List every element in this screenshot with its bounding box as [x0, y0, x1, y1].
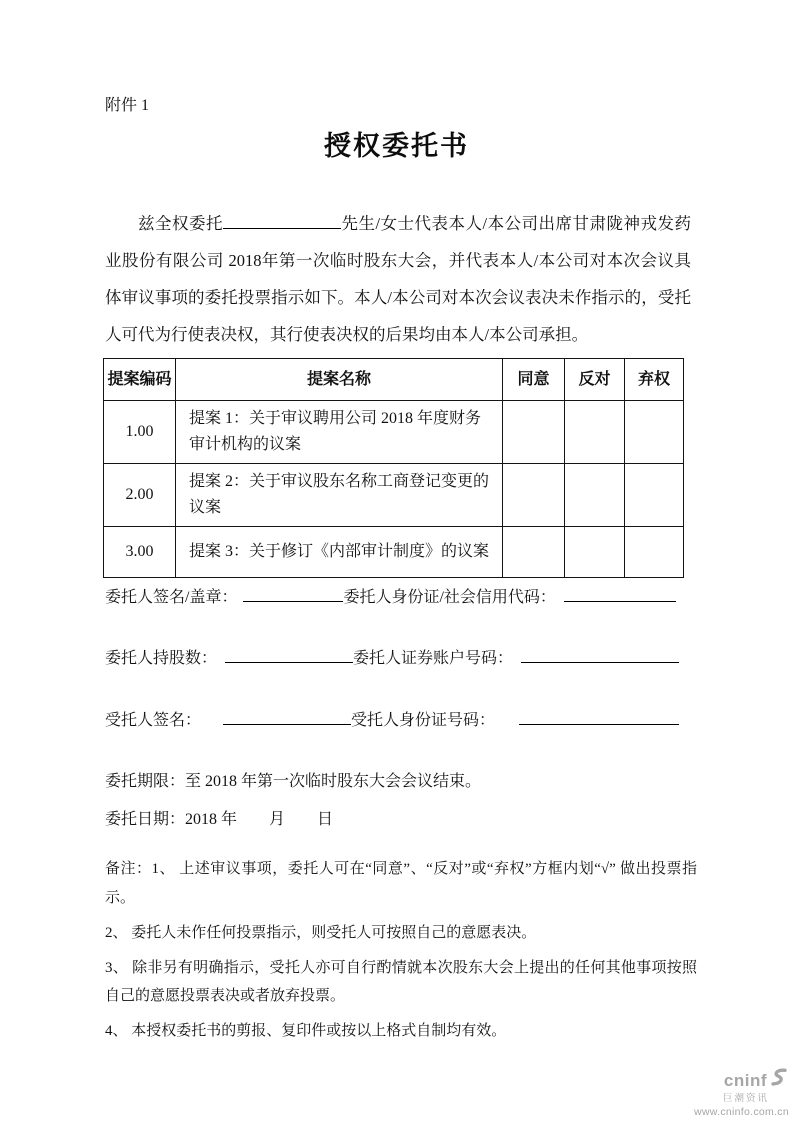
cninfo-subtitle: 巨潮资讯 [722, 1093, 769, 1105]
intro-text-after-blank: 先生/女士代表本人/本公司出席甘肃陇神戎发药业股份有限公司 2018年第一次临时股东大会，并代表本人/本公司对本次会议具体审议事项的委托投票指示如下。本人/本公司对本次会议表决未作指示的，受托人可代为行使表决权，其行使表决权的后果均由本人/本公司承担。 [105, 214, 691, 344]
principal-signature-blank [243, 585, 343, 602]
proxy-date-line: 委托日期：2018 年 月 日 [105, 811, 334, 828]
table-row [104, 464, 684, 527]
cninfo-brand-text: cninf [723, 1070, 767, 1090]
proxy-id-label: 受托人身份证号码： [351, 712, 496, 729]
note-item-2: 2、 委托人未作任何投票指示，则受托人可按照自己的意愿表决。 [105, 924, 537, 941]
note-item-1: 备注：1、 上述审议事项，委托人可在“同意”、“反对”或“弃权”方框内划“√” 做出投票指示。 [105, 861, 697, 906]
principal-account-blank [521, 646, 679, 663]
proxy-id-blank [519, 708, 679, 725]
header-against: 反对 [565, 359, 625, 401]
principal-signature-label: 委托人签名/盖章： [105, 589, 238, 606]
vote-against-cell [565, 527, 625, 578]
principal-shares-row [105, 645, 679, 668]
proxy-name-blank [223, 212, 341, 229]
proposal-code: 2.00 [104, 464, 176, 527]
vote-against-cell [565, 401, 625, 464]
principal-shares-blank [225, 646, 353, 663]
page-title: 授权委托书 [324, 131, 469, 161]
notes-section [105, 855, 697, 1052]
proposal-vote-table [103, 358, 684, 578]
principal-id-label: 委托人身份证/社会信用代码： [343, 589, 556, 606]
cninfo-url: www.cninfo.com.cn [694, 1106, 789, 1119]
table-row [104, 401, 684, 464]
vote-agree-cell [503, 527, 565, 578]
vote-against-cell [565, 464, 625, 527]
proposal-name: 提案 1：关于审议聘用公司 2018 年度财务审计机构的议案 [176, 401, 503, 464]
cninfo-brand-row [724, 1068, 789, 1093]
table-row [104, 527, 684, 578]
proposal-code: 1.00 [104, 401, 176, 464]
proposal-name: 提案 2：关于审议股东名称工商登记变更的议案 [176, 464, 503, 527]
note-item-4: 4、 本授权委托书的剪报、复印件或按以上格式自制均有效。 [105, 1023, 507, 1039]
table-header-row [104, 359, 684, 401]
intro-paragraph [105, 205, 691, 353]
vote-abstain-cell [625, 464, 684, 527]
header-proposal-code: 提案编码 [104, 359, 176, 401]
proxy-period-line: 委托期限：至 2018 年第一次临时股东大会会议结束。 [105, 773, 482, 790]
principal-signature-row [105, 584, 676, 607]
cninfo-swirl-icon [769, 1068, 789, 1093]
vote-abstain-cell [625, 401, 684, 464]
header-agree: 同意 [503, 359, 565, 401]
cninfo-watermark [694, 1068, 789, 1118]
proposal-name: 提案 3：关于修订《内部审计制度》的议案 [176, 527, 503, 578]
principal-shares-label: 委托人持股数： [105, 650, 218, 667]
principal-id-blank [564, 585, 676, 602]
intro-text-before-blank: 兹全权委托 [138, 214, 223, 233]
principal-account-label: 委托人证券账户号码： [353, 650, 514, 667]
proxy-signature-row [105, 707, 679, 730]
header-proposal-name: 提案名称 [176, 359, 503, 401]
attachment-label: 附件 1 [105, 97, 150, 114]
vote-agree-cell [503, 464, 565, 527]
proxy-signature-label: 受托人签名： [105, 712, 202, 729]
vote-agree-cell [503, 401, 565, 464]
proxy-signature-blank [223, 708, 351, 725]
vote-abstain-cell [625, 527, 684, 578]
header-abstain: 弃权 [625, 359, 684, 401]
note-item-3: 3、 除非另有明确指示，受托人亦可自行酌情就本次股东大会上提出的任何其他事项按照自己的意愿投票表决或者放弃投票。 [105, 959, 697, 1004]
proposal-code: 3.00 [104, 527, 176, 578]
